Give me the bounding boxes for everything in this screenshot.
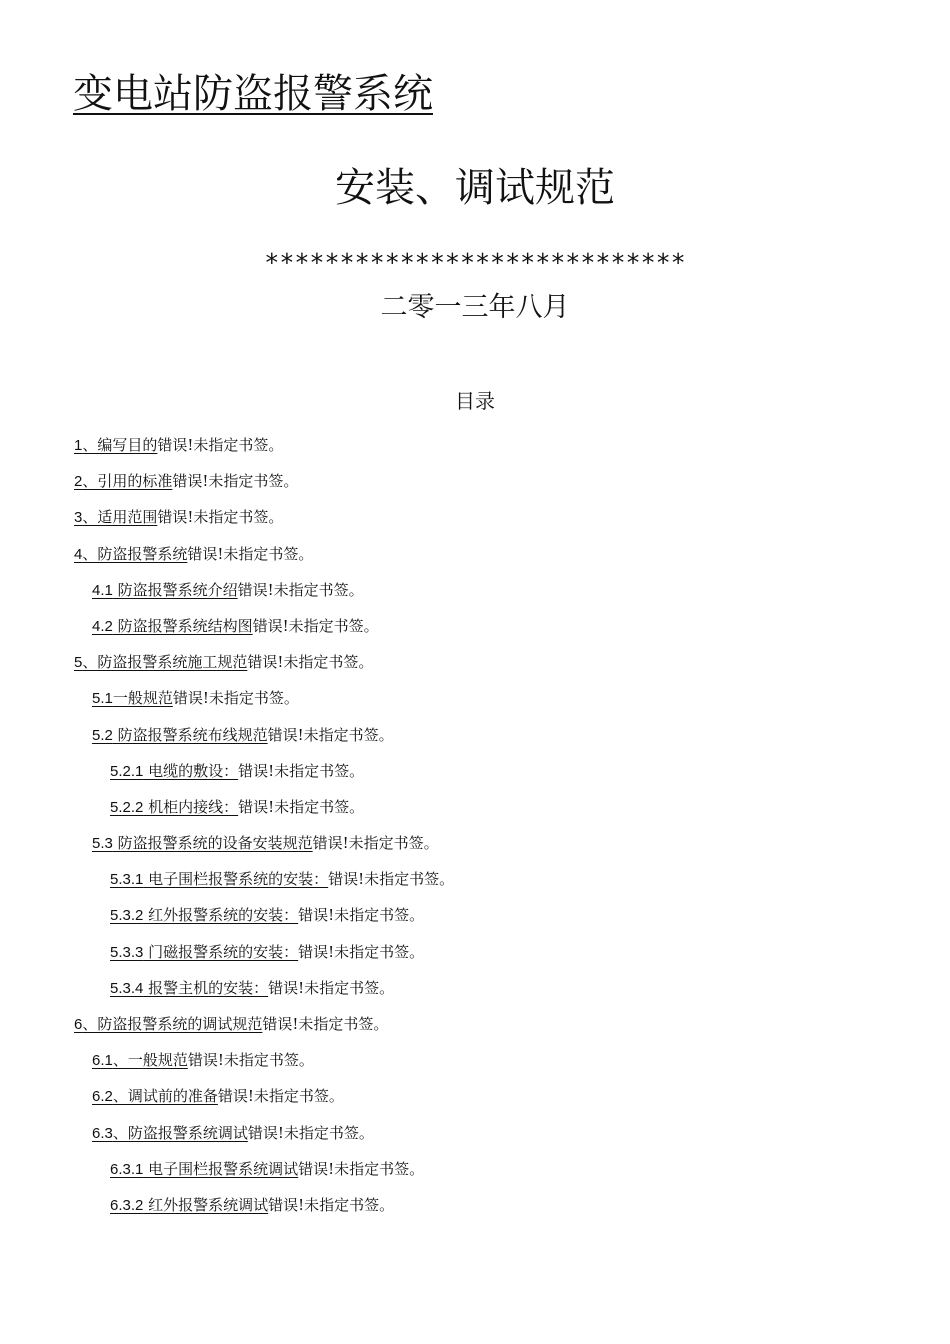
toc-entry-error: 错误!未指定书签。	[298, 906, 425, 925]
toc-entry	[0, 577, 950, 613]
toc-entry-error: 错误!未指定书签。	[268, 1195, 395, 1214]
toc-entry	[0, 830, 950, 866]
table-of-contents	[0, 432, 950, 1228]
toc-entry	[0, 902, 950, 938]
document-date: 二零一三年八月	[380, 292, 570, 323]
toc-entry-link[interactable]	[74, 653, 247, 671]
toc-entry-label: 红外报警系统调试	[143, 1195, 269, 1214]
toc-entry	[0, 468, 950, 504]
toc-entry-number: 6.2	[92, 1088, 113, 1106]
toc-entry-number: 5.3.3	[110, 943, 144, 961]
toc-entry-link[interactable]	[110, 1196, 268, 1214]
toc-entry	[0, 1192, 950, 1228]
toc-entry-label: 防盗报警系统结构图	[112, 616, 253, 635]
toc-entry-number: 1	[74, 437, 83, 454]
toc-entry-link[interactable]	[74, 508, 157, 526]
toc-entry-error: 错误!未指定书签。	[328, 870, 455, 889]
toc-entry	[0, 613, 950, 649]
toc-entry	[0, 758, 950, 794]
toc-entry-error: 错误!未指定书签。	[298, 942, 425, 961]
toc-entry-label: 、一般规范	[112, 1051, 188, 1070]
toc-entry-number: 6.3.1	[110, 1160, 144, 1178]
toc-entry	[0, 541, 950, 577]
toc-entry-error: 错误!未指定书签。	[238, 761, 365, 780]
toc-entry-label: 、防盗报警系统调试	[112, 1123, 248, 1142]
toc-entry-label: 、适用范围	[82, 508, 158, 527]
toc-entry-error: 错误!未指定书签。	[268, 978, 395, 997]
toc-entry-error: 错误!未指定书签。	[172, 472, 299, 491]
toc-entry-number: 6.3	[92, 1124, 113, 1142]
toc-entry-link[interactable]	[74, 545, 187, 563]
toc-entry	[0, 975, 950, 1011]
toc-entry-link[interactable]	[92, 726, 268, 744]
toc-entry-number: 5	[74, 654, 83, 672]
document-subtitle: 安装、调试规范	[335, 165, 615, 211]
toc-entry	[0, 649, 950, 685]
toc-entry-error: 错误!未指定书签。	[247, 1123, 374, 1142]
toc-entry-number: 5.2.1	[110, 762, 144, 780]
toc-entry-link[interactable]	[74, 472, 172, 490]
toc-entry	[0, 432, 950, 468]
toc-entry-error: 错误!未指定书签。	[187, 1051, 314, 1070]
toc-entry-number: 6	[74, 1016, 83, 1033]
toc-entry-error: 错误!未指定书签。	[312, 834, 439, 853]
toc-entry	[0, 1120, 950, 1156]
toc-entry-number: 5.3.4	[110, 979, 144, 997]
toc-entry-link[interactable]	[110, 979, 268, 997]
toc-entry-link[interactable]	[110, 943, 298, 961]
toc-entry-error: 错误!未指定书签。	[217, 1087, 344, 1106]
toc-entry-label: 电子围栏报警系统的安装：	[143, 870, 329, 889]
toc-entry-number: 5.3.1	[110, 871, 144, 889]
toc-entry-label: 报警主机的安装：	[143, 978, 269, 997]
toc-entry-number: 6.3.2	[110, 1196, 144, 1214]
toc-entry-error: 错误!未指定书签。	[298, 1159, 425, 1178]
document-title: 变电站防盗报警系统	[73, 71, 433, 117]
toc-entry-error: 错误!未指定书签。	[252, 616, 379, 635]
toc-entry-link[interactable]	[74, 436, 157, 454]
toc-entry-error: 错误!未指定书签。	[262, 1015, 389, 1033]
toc-entry-link[interactable]	[92, 689, 173, 707]
toc-heading: 目录	[455, 389, 495, 413]
toc-entry-link[interactable]	[110, 798, 238, 816]
toc-entry-error: 错误!未指定书签。	[238, 797, 365, 816]
toc-entry-label: 、防盗报警系统	[82, 544, 188, 563]
toc-entry-error: 错误!未指定书签。	[267, 725, 394, 744]
toc-entry-link[interactable]	[92, 834, 313, 852]
toc-entry-error: 错误!未指定书签。	[187, 544, 314, 563]
toc-entry-error: 错误!未指定书签。	[172, 689, 299, 708]
toc-entry	[0, 685, 950, 721]
toc-entry-number: 4	[74, 545, 83, 563]
toc-entry	[0, 722, 950, 758]
toc-entry-label: 门磁报警系统的安装：	[143, 942, 299, 961]
toc-entry-link[interactable]	[110, 870, 328, 888]
toc-entry	[0, 794, 950, 830]
toc-entry-number: 6.1	[92, 1052, 113, 1070]
toc-entry-error: 错误!未指定书签。	[237, 580, 364, 599]
toc-entry-label: 电子围栏报警系统调试	[143, 1159, 299, 1178]
toc-entry-number: 5.2.2	[110, 798, 144, 816]
toc-entry-error: 错误!未指定书签。	[157, 436, 284, 454]
toc-entry-label: 红外报警系统的安装：	[143, 906, 299, 925]
toc-entry-link[interactable]	[110, 906, 298, 924]
toc-entry-error: 错误!未指定书签。	[157, 508, 284, 527]
toc-entry	[0, 939, 950, 975]
toc-entry-label: 防盗报警系统的设备安装规范	[112, 834, 313, 853]
toc-entry-label: 、防盗报警系统施工规范	[82, 653, 248, 672]
toc-entry-label: 、编写目的	[82, 436, 158, 454]
toc-entry-number: 4.1	[92, 581, 113, 599]
toc-entry-label: 机柜内接线：	[143, 797, 239, 816]
toc-entry	[0, 1047, 950, 1083]
toc-entry-label: 、防盗报警系统的调试规范	[82, 1015, 263, 1033]
toc-entry-number: 2	[74, 473, 83, 491]
toc-entry-link[interactable]	[110, 1160, 298, 1178]
toc-entry-number: 3	[74, 509, 83, 527]
toc-entry	[0, 1011, 950, 1047]
toc-entry	[0, 1156, 950, 1192]
toc-entry-link[interactable]	[92, 581, 238, 599]
toc-entry-number: 5.1	[92, 690, 113, 708]
toc-entry-label: 电缆的敷设：	[143, 761, 239, 780]
toc-entry-label: 、调试前的准备	[112, 1087, 218, 1106]
toc-entry-number: 5.3	[92, 835, 113, 853]
toc-entry	[0, 504, 950, 540]
toc-entry-link[interactable]	[110, 762, 238, 780]
toc-entry-link[interactable]	[92, 1087, 218, 1105]
toc-entry-error: 错误!未指定书签。	[247, 653, 374, 672]
toc-entry-number: 5.3.2	[110, 907, 144, 925]
toc-entry-label: 防盗报警系统布线规范	[112, 725, 268, 744]
toc-entry-link[interactable]	[92, 1051, 188, 1069]
toc-entry-link[interactable]	[92, 1124, 248, 1142]
author-placeholder: ****************************	[264, 248, 686, 277]
toc-entry-label: 、引用的标准	[82, 472, 173, 491]
toc-entry	[0, 1083, 950, 1119]
toc-entry-number: 4.2	[92, 617, 113, 635]
toc-entry-label: 防盗报警系统介绍	[112, 580, 238, 599]
toc-entry-link[interactable]	[92, 617, 253, 635]
toc-entry-link[interactable]	[74, 1015, 262, 1033]
toc-entry-number: 5.2	[92, 726, 113, 744]
toc-entry-label: 一般规范	[112, 689, 173, 708]
toc-entry	[0, 866, 950, 902]
